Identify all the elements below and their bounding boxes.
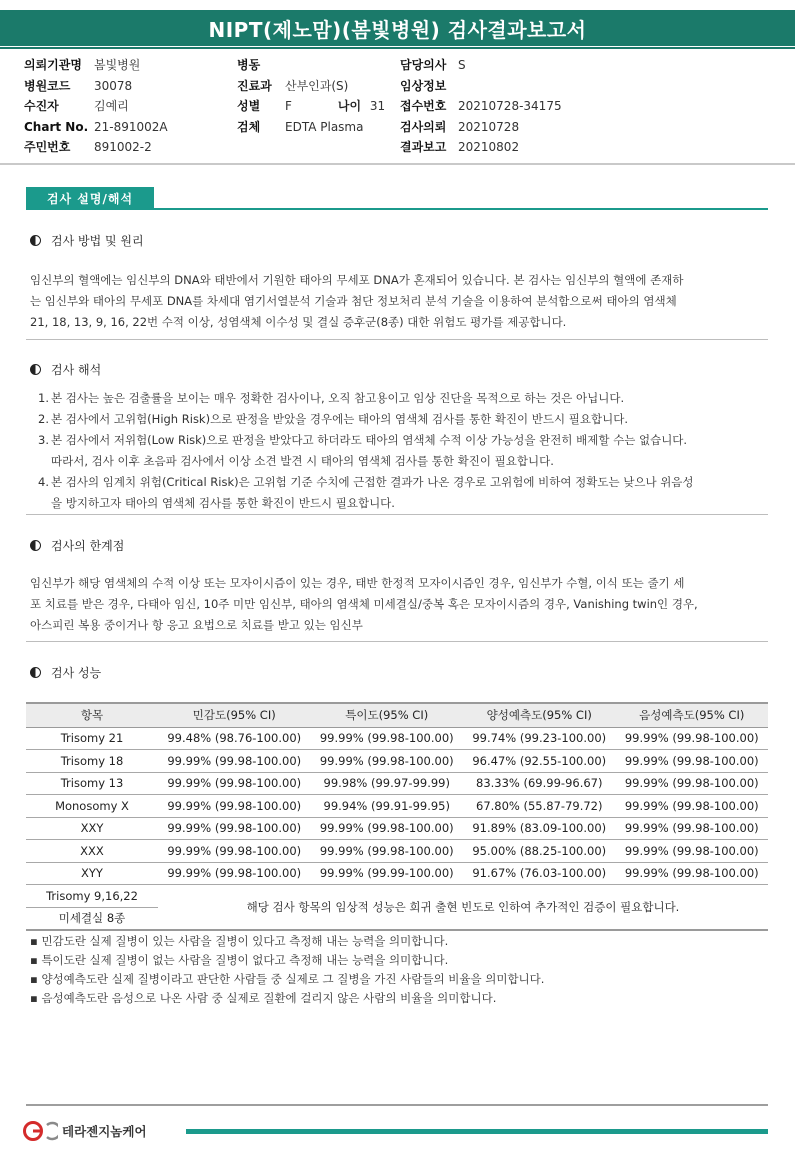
definition-notes — [30, 932, 544, 1008]
note-item: ▪ 특이도란 실제 질병이 없는 사람을 질병이 없다고 측정해 내는 능력을 의미합니다. — [30, 953, 449, 967]
performance-heading: 검사 성능 — [30, 664, 101, 681]
logo-mark-icon — [22, 1120, 58, 1142]
list-item: 1. 본 검사는 높은 검출률을 보이는 매우 정확한 검사이나, 오직 참고용이고 임상 진단을 목적으로 하는 것은 아닙니다. — [38, 391, 625, 405]
info-row-report-date: 결과보고 20210802 — [400, 140, 520, 154]
info-row-institution: 의뢰기관명 봄빛병원 — [24, 58, 141, 72]
divider-1 — [26, 339, 768, 340]
divider-2 — [26, 514, 768, 515]
method-heading: 검사 방법 및 원리 — [30, 232, 144, 249]
footer-accent-bar — [186, 1129, 768, 1134]
info-row-ward: 병동 — [237, 58, 261, 72]
info-row-receipt-no: 접수번호 20210728-34175 — [400, 99, 562, 113]
note-item: ▪ 음성예측도란 음성으로 나온 사람 중 실제로 질환에 걸리지 않은 사람의 비율을 의미합니다. — [30, 991, 497, 1005]
half-circle-icon — [30, 235, 41, 246]
title-underline — [0, 47, 795, 49]
table-row-extra: Trisomy 9,16,22 해당 검사 항목의 임상적 성능은 희귀 출현 빈도로 인하여 추가적인 검증이 필요합니다. — [26, 885, 768, 908]
limits-paragraph: 임신부가 해당 염색체의 수적 이상 또는 모자이시즘이 있는 경우, 태반 한정적 모자이시즘인 경우, 임신부가 수혈, 이식 또는 줄기 세 포 치료를 받은 경우, 다태아 임신, 10주 미만 임신부, 태아의 염색체 미세결실/중복 혹은 모자이시즘의 경우, Vanishing twin인 경우, 아스피린 복용 중이거나 항 응고 요법으로 치료를 받고 있는 임신부 — [30, 576, 698, 632]
info-row-chart-no: Chart No. 21-891002A — [24, 119, 168, 134]
table-row: Monosomy X 99.99% (99.98-100.00) 99.94% (99.91-99.95) 67.80% (55.87-79.72) 99.99% (99.98-100.00) — [26, 795, 768, 818]
limits-heading: 검사의 한계점 — [30, 537, 124, 554]
patient-info-col2 — [237, 55, 385, 137]
info-row-resident-no: 주민번호 891002-2 — [24, 140, 152, 154]
list-item: 4. 본 검사의 임계치 위험(Critical Risk)은 고위험 기준 수치에 근접한 결과가 나온 경우로 고위험에 비하여 정확도는 낮으나 위음성 을 방지하고자 태아의 염색체 검사를 통한 확진이 반드시 필요합니다. — [38, 475, 694, 510]
info-row-hospital-code: 병원코드 30078 — [24, 78, 133, 93]
report-title: NIPT(제노맘)(봄빛병원) 검사결과보고서 — [0, 10, 795, 46]
note-item: ▪ 양성예측도란 실제 질병이라고 판단한 사람들 중 실제로 그 질병을 가진 사람들의 비율을 의미합니다. — [30, 972, 545, 986]
performance-table — [26, 702, 768, 931]
divider-3 — [26, 641, 768, 642]
patient-info-col3 — [400, 55, 562, 158]
col-header-sensitivity: 민감도(95% CI) — [158, 703, 311, 727]
col-header-specificity: 특이도(95% CI) — [311, 703, 464, 727]
method-paragraph: 임신부의 혈액에는 임신부의 DNA와 태반에서 기원한 태아의 무세포 DNA가 혼재되어 있습니다. 본 검사는 임신부의 혈액에 존재하 는 임신부와 태아의 무세포 DNA를 차세대 염기서열분석 기술과 첨단 정보처리 분석 기술을 이용하여 분석함으로써 태아의 염색체 21, 18, 13, 9, 16, 22번 수적 이상, 성염색체 이수성 및 결실 증후군(8종) 대한 위험도 평가를 제공합니다. — [30, 273, 684, 329]
section-tab-description: 검사 설명/해석 — [26, 187, 154, 209]
col-header-item: 항목 — [26, 703, 158, 727]
half-circle-icon — [30, 667, 41, 678]
table-header-row — [26, 703, 768, 727]
half-circle-icon — [30, 540, 41, 551]
list-item: 3. 본 검사에서 저위험(Low Risk)으로 판정을 받았다고 하더라도 태아의 염색체 수적 이상 가능성을 완전히 배제할 수는 없습니다. 따라서, 검사 이후 초음파 검사에서 이상 소견 발견 시 태아의 염색체 검사를 통한 확진이 필요합니다. — [38, 433, 688, 468]
interpretation-heading: 검사 해석 — [30, 361, 101, 378]
info-row-request-date: 검사의뢰 20210728 — [400, 119, 520, 134]
half-circle-icon — [30, 364, 41, 375]
interpretation-list — [38, 388, 766, 514]
header-divider — [0, 163, 795, 165]
info-row-specimen: 검체 EDTA Plasma — [237, 119, 364, 134]
table-row-extra: 미세결실 8종 — [26, 907, 768, 930]
table-row: XYY 99.99% (99.98-100.00) 99.99% (99.99-100.00) 91.67% (76.03-100.00) 99.99% (99.98-100.00) — [26, 862, 768, 885]
col-header-ppv: 양성예측도(95% CI) — [463, 703, 616, 727]
note-item: ▪ 민감도란 실제 질병이 있는 사람을 질병이 있다고 측정해 내는 능력을 의미합니다. — [30, 934, 449, 948]
table-row: Trisomy 13 99.99% (99.98-100.00) 99.98% (99.97-99.99) 83.33% (69.99-96.67) 99.99% (99.98-100.00) — [26, 772, 768, 795]
info-row-patient-name: 수진자 김예리 — [24, 99, 129, 113]
table-row: XXX 99.99% (99.98-100.00) 99.99% (99.98-100.00) 95.00% (88.25-100.00) 99.99% (99.98-100.00) — [26, 840, 768, 863]
footer-divider — [26, 1104, 768, 1106]
table-row: Trisomy 18 99.99% (99.98-100.00) 99.99% (99.98-100.00) 96.47% (92.55-100.00) 99.99% (99.98-100.00) — [26, 750, 768, 773]
info-row-sex-age: 성별 F 나이 31 — [237, 99, 386, 113]
table-row: Trisomy 21 99.48% (98.76-100.00) 99.99% (99.98-100.00) 99.74% (99.23-100.00) 99.99% (99.98-100.00) — [26, 727, 768, 750]
col-header-npv: 음성예측도(95% CI) — [616, 703, 769, 727]
patient-info-col1 — [24, 55, 168, 158]
list-item: 2. 본 검사에서 고위험(High Risk)으로 판정을 받았을 경우에는 태아의 염색체 검사를 통한 확진이 반드시 필요합니다. — [38, 412, 628, 426]
company-logo — [22, 1120, 147, 1142]
info-row-doctor: 담당의사 S — [400, 58, 466, 72]
info-row-department: 진료과 산부인과(S) — [237, 78, 349, 93]
section-underline — [26, 208, 768, 210]
info-row-clinical-info: 임상정보 — [400, 78, 447, 93]
table-row: XXY 99.99% (99.98-100.00) 99.99% (99.98-100.00) 91.89% (83.09-100.00) 99.99% (99.98-100.00) — [26, 817, 768, 840]
extra-note: 해당 검사 항목의 임상적 성능은 희귀 출현 빈도로 인하여 추가적인 검증이 필요합니다. — [158, 885, 768, 930]
company-name: 테라젠지놈케어 — [62, 1124, 147, 1139]
